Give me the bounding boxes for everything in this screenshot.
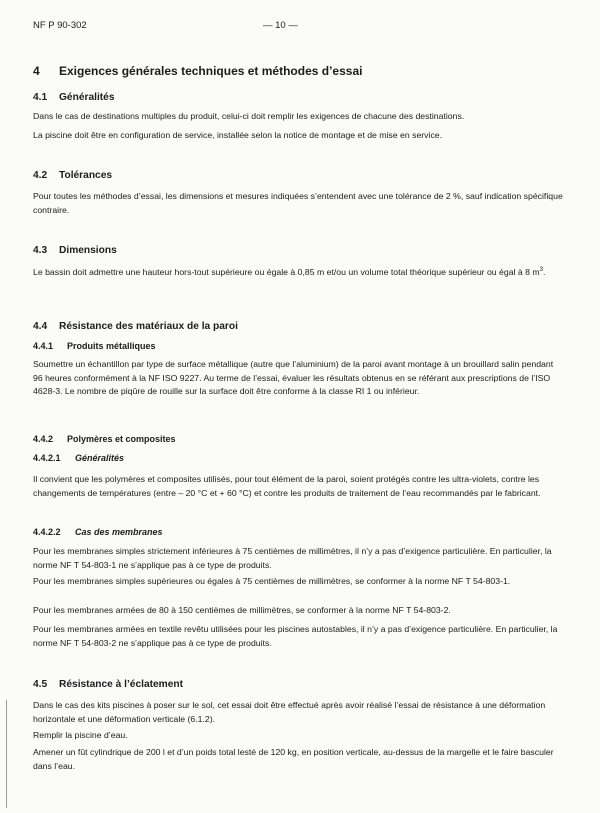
document-reference: NF P 90-302 [33,20,87,31]
section-number: 4.4.2.1 [33,453,61,463]
section-title: Exigences générales techniques et méthodes d’essai [59,64,363,78]
paragraph: Pour les membranes armées de 80 à 150 centièmes de millimètres, se conformer à la norme NF T 54-803-2. [33,605,451,615]
paragraph-end: . [542,267,546,277]
section-4-4-1-heading [33,341,156,351]
section-4-heading [33,64,362,78]
section-number: 4.1 [33,92,48,103]
paragraph: Pour les membranes simples supérieures ou égales à 75 centièmes de millimètres, se conformer à la norme NF T 54-803-1. [33,576,511,586]
section-4-1-heading [33,92,115,103]
section-title: Résistance à l’éclatement [59,679,184,690]
section-title: Généralités [75,453,125,463]
paragraph-text: Le bassin doit admettre une hauteur hors-tout supérieure ou égale à 0,85 m et/ou un volume total théorique supérieur ou égal à 8 m [33,267,540,277]
section-number: 4.4.2 [33,434,54,444]
paragraph: Amener un fût cylindrique de 200 l et d’un poids total lesté de 120 kg, en position verticale, au-dessus de la margelle et le faire basculer dans l’eau. [33,747,554,771]
paragraph: Pour les membranes armées en textile revêtu utilisées pour les piscines autostables, il n’y a pas d’exigence particulière. En particulier, la norme NF T 54-803-2 ne s’applique pas à ce type de produits. [33,624,558,648]
section-number: 4.4.1 [33,341,54,351]
paragraph: Dans le cas de destinations multiples du produit, celui-ci doit remplir les exigences de chacune des destinations. [33,111,465,121]
scan-margin-line [6,700,7,808]
section-4-4-2-1-heading [33,453,124,463]
paragraph: Dans le cas des kits piscines à poser sur le sol, cet essai doit être effectué après avoir réalisé l’essai de résistance à une déformation horizontale et une déformation verticale (6.1.2). [33,700,546,724]
section-4-5-heading [33,679,183,690]
section-number: 4 [33,64,40,78]
superscript: 3 [539,267,543,274]
paragraph [33,266,565,280]
section-title: Polymères et composites [67,434,176,444]
paragraph: Il convient que les polymères et composites utilisés, pour tout élément de la paroi, soient protégés contre les ultra-violets, contre les changements de températures (entre – 20 °C et + 60 °C) et contre les produits de traitement de l’eau recommandés par le fabricant. [33,474,541,498]
section-4-4-2-heading [33,434,176,444]
page-number: — 10 — [263,20,298,31]
paragraph: Pour les membranes simples strictement inférieures à 75 centièmes de millimètres, il n’y a pas d’exigence particulière. En particulier, la norme NF T 54-803-1 ne s’applique pas à ce type de produits. [33,546,552,570]
section-4-3-heading [33,245,117,256]
section-4-2-heading [33,170,112,181]
section-number: 4.3 [33,245,48,256]
section-number: 4.4 [33,321,48,332]
section-4-4-heading [33,321,238,332]
section-title: Tolérances [59,170,113,181]
section-title: Généralités [59,92,115,103]
section-title: Cas des membranes [75,527,163,537]
section-title: Produits métalliques [67,341,156,351]
section-number: 4.4.2.2 [33,527,61,537]
section-number: 4.2 [33,170,48,181]
paragraph: La piscine doit être en configuration de service, installée selon la notice de montage et de mise en service. [33,130,443,140]
section-4-4-2-2-heading [33,527,163,537]
section-number: 4.5 [33,679,48,690]
paragraph: Remplir la piscine d’eau. [33,730,128,740]
section-title: Résistance des matériaux de la paroi [59,321,238,332]
paragraph: Soumettre un échantillon par type de surface métallique (autre que l’aluminium) de la paroi avant montage à un brouillard salin pendant 96 heures conformément à la NF ISO 9227. Au terme de l’essai, évaluer les résultats obtenus en se référant aux prescriptions de l’ISO 4628-3. Le nombre de piqûre de rouille sur la surface doit être conforme à la classe RI 1 ou inférieur. [33,359,554,396]
section-title: Dimensions [59,245,117,256]
paragraph: Pour toutes les méthodes d’essai, les dimensions et mesures indiquées s’entendent avec une tolérance de 2 %, sauf indication spécifique contraire. [33,191,563,215]
